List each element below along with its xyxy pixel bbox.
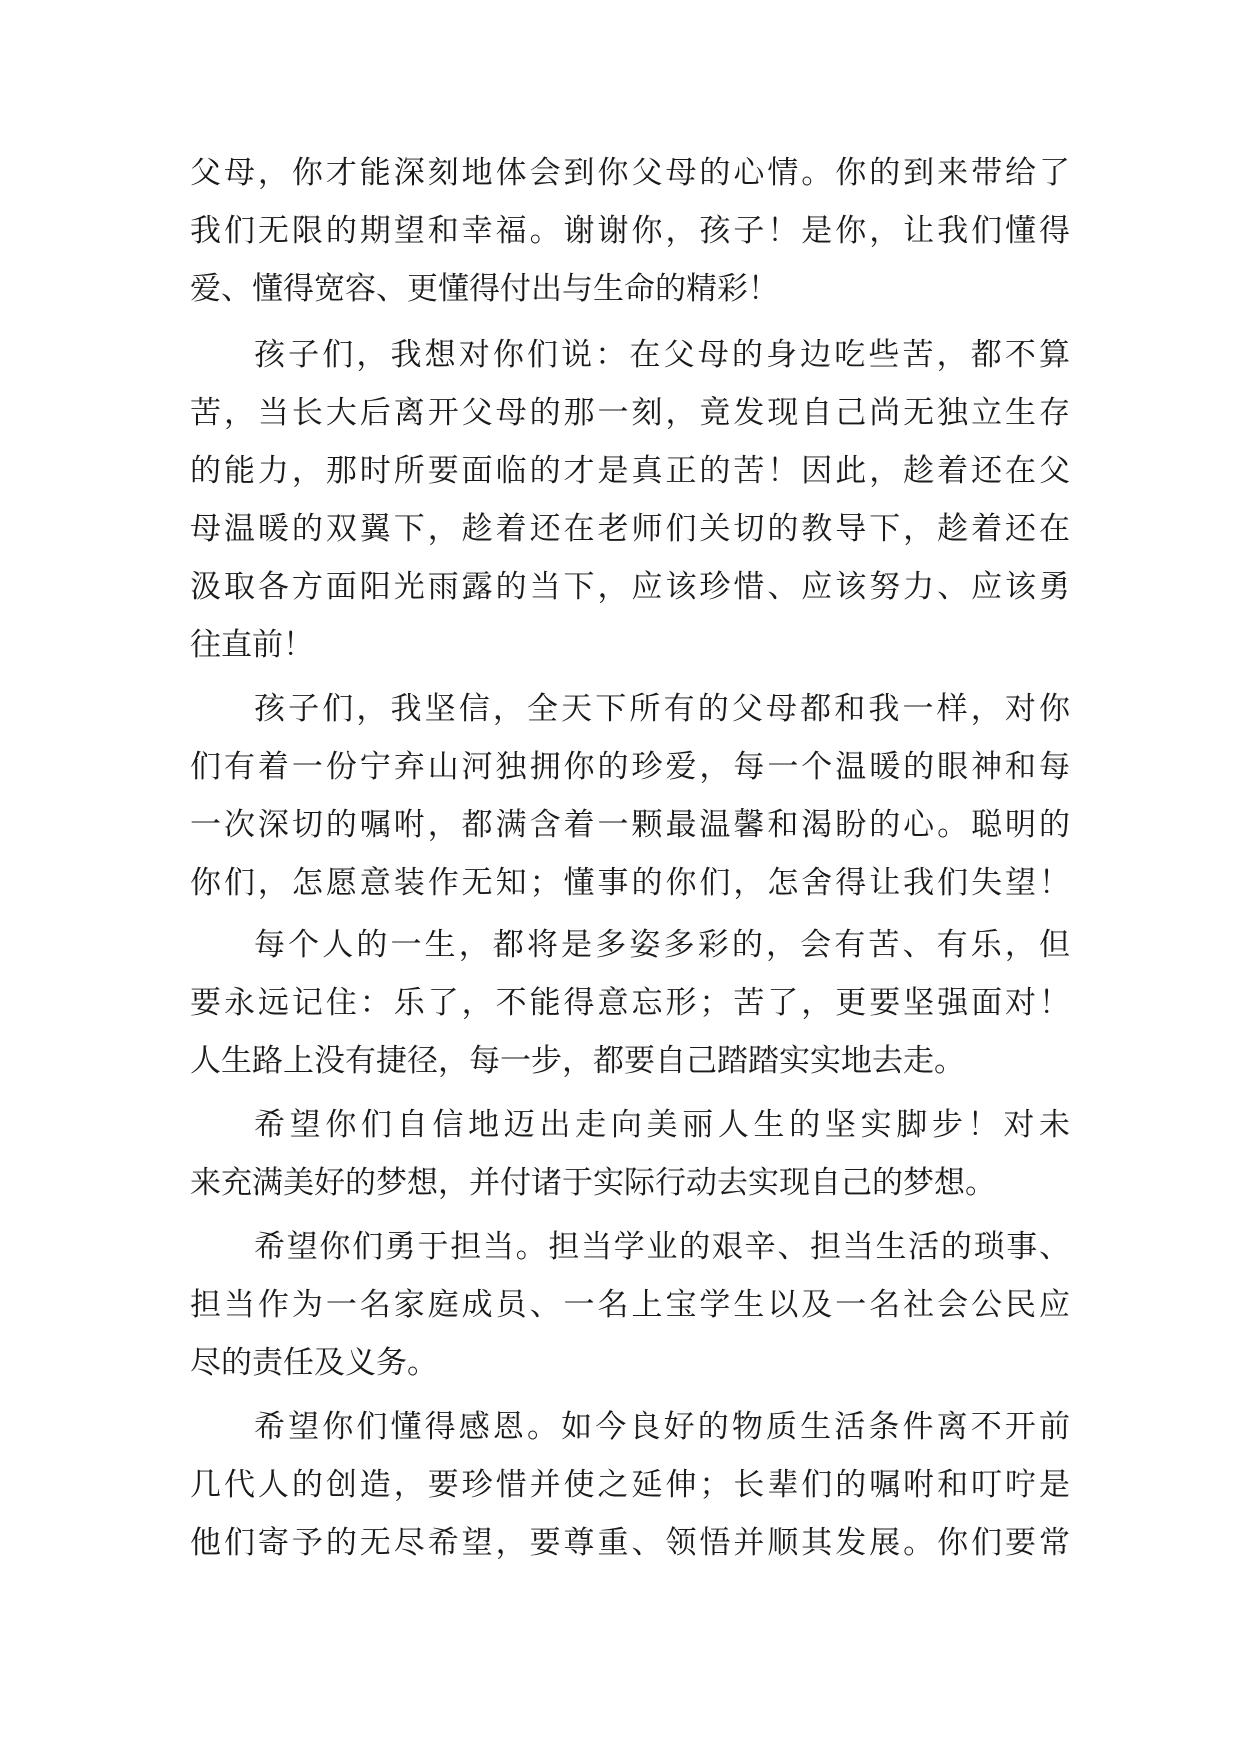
text-line: 一次深切的嘱咐，都满含着一颗最温馨和渴盼的心。聪明的 <box>190 807 1070 843</box>
text-line: 几代人的创造，要珍惜并使之延伸；长辈们的嘱咐和叮咛是 <box>190 1467 1070 1503</box>
text-line: 来充满美好的梦想，并付诸于实际行动去实现自己的梦想。 <box>190 1165 996 1201</box>
text-line: 他们寄予的无尽希望，要尊重、领悟并顺其发展。你们要常 <box>190 1525 1070 1561</box>
paragraph-first-line: 孩子们，我想对你们说：在父母的身边吃些苦，都不算 <box>254 337 1070 373</box>
text-line: 尽的责任及义务。 <box>190 1345 438 1381</box>
paragraph-first-line: 希望你们懂得感恩。如今良好的物质生活条件离不开前 <box>254 1409 1070 1445</box>
text-line: 你们，怎愿意装作无知；懂事的你们，怎舍得让我们失望！ <box>190 865 1070 901</box>
paragraph-first-line: 希望你们自信地迈出走向美丽人生的坚实脚步！对未 <box>254 1107 1070 1143</box>
text-line: 爱、懂得宽容、更懂得付出与生命的精彩！ <box>190 271 779 307</box>
text-line: 父母，你才能深刻地体会到你父母的心情。你的到来带给了 <box>190 155 1070 191</box>
text-line: 往直前！ <box>190 627 314 663</box>
text-line: 担当作为一名家庭成员、一名上宝学生以及一名社会公民应 <box>190 1287 1070 1323</box>
text-line: 我们无限的期望和幸福。谢谢你，孩子！是你，让我们懂得 <box>190 213 1070 249</box>
paragraph-first-line: 希望你们勇于担当。担当学业的艰辛、担当生活的琐事、 <box>254 1229 1070 1265</box>
paragraph-first-line: 孩子们，我坚信，全天下所有的父母都和我一样，对你 <box>254 691 1070 727</box>
paragraph-first-line: 每个人的一生，都将是多姿多彩的，会有苦、有乐，但 <box>254 927 1070 963</box>
text-line: 人生路上没有捷径，每一步，都要自己踏踏实实地去走。 <box>190 1043 965 1079</box>
text-line: 要永远记住：乐了，不能得意忘形；苦了，更要坚强面对！ <box>190 985 1070 1021</box>
text-line: 母温暖的双翼下，趁着还在老师们关切的教导下，趁着还在 <box>190 511 1070 547</box>
text-line: 苦，当长大后离开父母的那一刻，竟发现自己尚无独立生存 <box>190 395 1070 431</box>
text-line: 的能力，那时所要面临的才是真正的苦！因此，趁着还在父 <box>190 453 1070 489</box>
text-line: 们有着一份宁弃山河独拥你的珍爱，每一个温暖的眼神和每 <box>190 749 1070 785</box>
text-line: 汲取各方面阳光雨露的当下，应该珍惜、应该努力、应该勇 <box>190 569 1070 605</box>
